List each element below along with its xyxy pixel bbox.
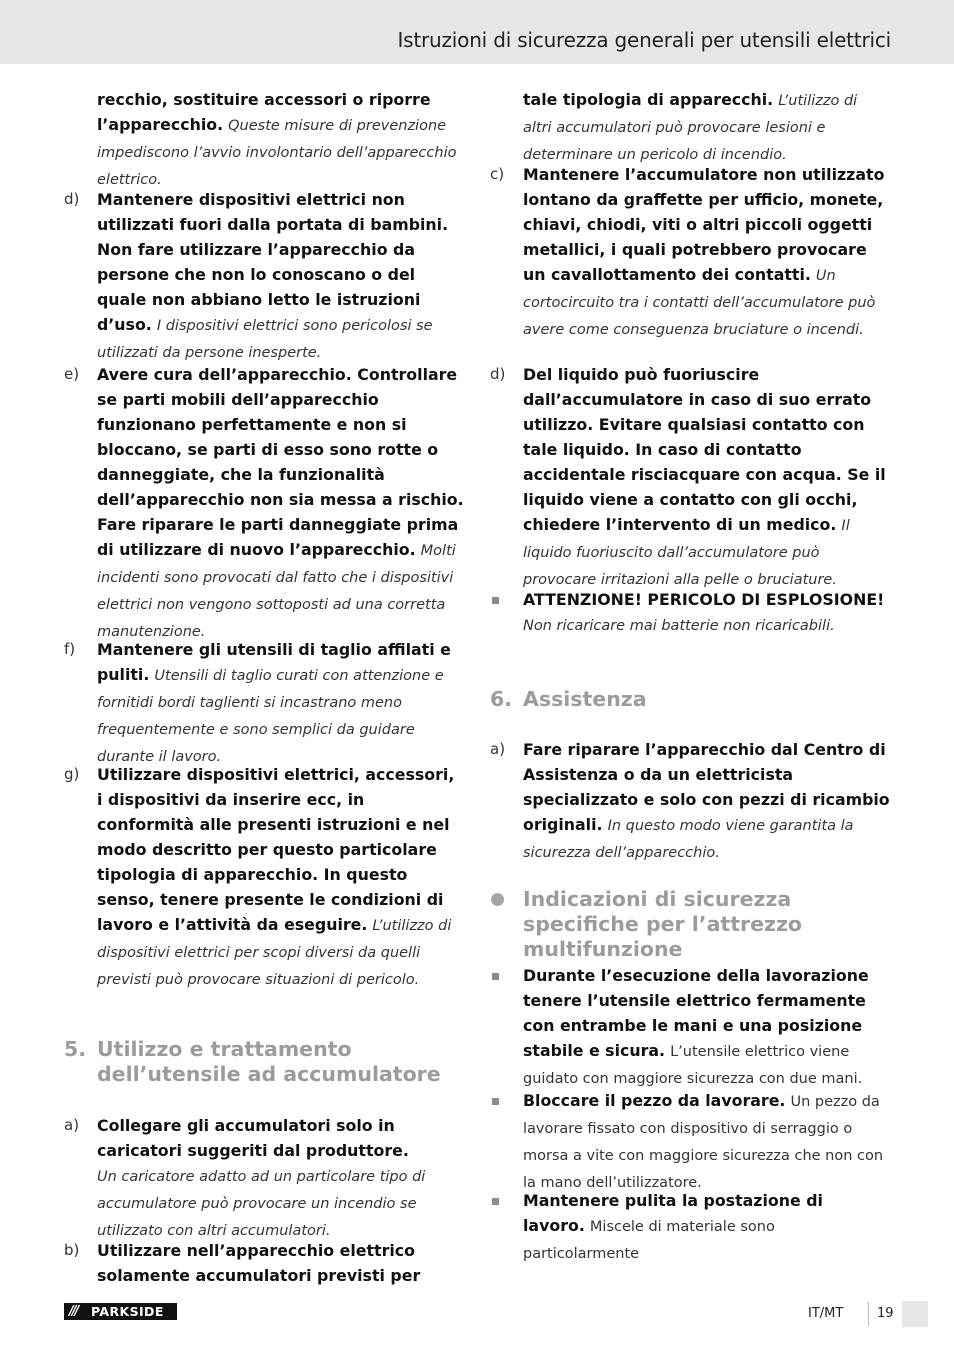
item-label: e) [64, 365, 80, 383]
bullet-square-icon [492, 1098, 499, 1105]
brand-logo [64, 1303, 177, 1320]
list-item-f [64, 637, 464, 765]
item-text: Un pezzo da lavorare fissato con dispositivo di serraggio o morsa a vite con maggiore sicurezza che non con la mano dell’utilizzatore. [523, 1094, 884, 1191]
item-text: L’utensile elettrico viene guidato con maggiore sicurezza con due mani. [523, 1044, 863, 1087]
list-item-e [64, 362, 464, 640]
list-item-d [64, 187, 464, 362]
list-item-continued [64, 87, 464, 187]
left-column [64, 87, 464, 1288]
warning-bold: ATTENZIONE! PERICOLO DI ESPLOSIONE! [523, 590, 885, 609]
section-number: 5. [64, 1037, 87, 1061]
footer-divider [868, 1302, 869, 1326]
item-text: L’utilizzo di dispositivi elettrici per scopi diversi da quelli previsti può provocare situazioni di pericolo. [97, 918, 452, 988]
item-bold: Mantenere gli utensili di taglio affilati e puliti. [97, 640, 451, 684]
bullet-square-icon [492, 973, 499, 980]
section-6-heading [490, 687, 890, 737]
item-label: b) [64, 1241, 80, 1259]
page-title: Istruzioni di sicurezza generali per utensili elettrici [397, 28, 891, 52]
item-bold: Mantenere pulita la postazione di lavoro. [523, 1191, 823, 1235]
list-item-g [64, 762, 464, 987]
warning-item [490, 587, 890, 637]
item-text: Queste misure di prevenzione impediscono l’avvio involontario dell’apparecchio elettrico. [97, 118, 457, 188]
bullet-item [490, 963, 890, 1088]
footer-box [902, 1301, 928, 1327]
item-bold: Bloccare il pezzo da lavorare. [523, 1091, 786, 1110]
section-5-heading [64, 1037, 464, 1113]
item-bold: tale tipologia di apparecchi. [523, 90, 774, 109]
item-bold: Fare riparare l’apparecchio dal Centro di Assistenza o da un elettricista specializzato e solo con pezzi di ricambio originali. [523, 740, 890, 834]
item-bold: recchio, sostituire accessori o riporre l’apparecchio. [97, 90, 431, 134]
item-text: Il liquido fuoriuscito dall’accumulatore può provocare irritazioni alla pelle o bruciature. [523, 518, 850, 588]
item-text: Un cortocircuito tra i contatti dell’accumulatore può avere come conseguenza bruciature o incendi. [523, 268, 876, 338]
item-bold: Mantenere dispositivi elettrici non utilizzati fuori dalla portata di bambini. Non fare utilizzare l’apparecchio da persone che non lo conoscano o del quale non abbiano letto le istruzioni d’uso. [97, 190, 449, 334]
brand-name: PARKSIDE [91, 1304, 164, 1319]
bullet-square-icon [492, 597, 499, 604]
bullet-item [490, 1188, 890, 1262]
item-text: Un caricatore adatto ad un particolare tipo di accumulatore può provocare un incendio se utilizzato con altri accumulatori. [97, 1169, 426, 1239]
section-title: Assistenza [523, 687, 647, 711]
item-text: Miscele di materiale sono particolarmente [523, 1219, 775, 1262]
item-text: Molti incidenti sono provocati dal fatto che i dispositivi elettrici non vengono sottoposti ad una corretta manutenzione. [97, 543, 456, 640]
item-label: c) [490, 165, 505, 183]
list-item-a [64, 1113, 464, 1238]
logo-slashes-icon: /// [69, 1304, 78, 1319]
item-bold: Del liquido può fuoriuscire dall’accumulatore in caso di suo errato utilizzo. Evitare qualsiasi contatto con tale liquido. In caso di contatto accidentale risciacquare con acqua. Se il liquido viene a contatto con gli occhi, chiedere l’intervento di un medico. [523, 365, 886, 534]
list-item-a [490, 737, 890, 862]
list-item-d [490, 362, 890, 587]
item-label: d) [64, 190, 80, 208]
item-text: Utensili di taglio curati con attenzione e fornitidi bordi taglienti si incastrano meno frequentemente e sono semplici da guidare durante il lavoro. [97, 668, 444, 765]
item-label: g) [64, 765, 80, 783]
item-bold: Avere cura dell’apparecchio. Controllare se parti mobili dell’apparecchio funzionano perfettamente e non si bloccano, se parti di esso sono rotte o danneggiate, che la funzionalità dell’apparecchio non sia messa a rischio. Fare riparare le parti danneggiate prima di utilizzare di nuovo l’apparecchio. [97, 365, 464, 559]
list-item-continued [490, 87, 890, 162]
page-number: 19 [877, 1306, 894, 1321]
item-label: f) [64, 640, 76, 658]
item-text: I dispositivi elettrici sono pericolosi se utilizzati da persone inesperte. [97, 318, 433, 361]
item-text: L’utilizzo di altri accumulatori può provocare lesioni e determinare un pericolo di incendio. [523, 93, 858, 163]
language-code: IT/MT [808, 1306, 844, 1321]
item-bold: Mantenere l’accumulatore non utilizzato lontano da graffette per ufficio, monete, chiavi, chiodi, viti o altri piccoli oggetti metallici, i quali potrebbero provocare un cavallottamento dei contatti. [523, 165, 885, 284]
bullet-square-icon [492, 1198, 499, 1205]
item-bold: Durante l’esecuzione della lavorazione tenere l’utensile elettrico fermamente con entrambe le mani e una posizione stabile e sicura. [523, 966, 869, 1060]
right-column [490, 87, 890, 1262]
item-label: a) [64, 1116, 80, 1134]
item-text: In questo modo viene garantita la sicurezza dell’apparecchio. [523, 818, 854, 861]
item-bold: Utilizzare nell’apparecchio elettrico solamente accumulatori previsti per [97, 1241, 421, 1285]
bullet-circle-icon [491, 893, 504, 906]
list-item-c [490, 162, 890, 362]
item-label: d) [490, 365, 506, 383]
warning-text: Non ricaricare mai batterie non ricaricabili. [523, 618, 835, 634]
item-label: a) [490, 740, 506, 758]
item-bold: Utilizzare dispositivi elettrici, accessori, i dispositivi da inserire ecc, in conformità alle presenti istruzioni e nel modo descritto per questo particolare tipologia di apparecchio. In questo senso, tenere presente le condizioni di lavoro e l’attività da eseguire. [97, 765, 455, 934]
section-number: 6. [490, 687, 513, 711]
list-item-b [64, 1238, 464, 1288]
specific-safety-heading [490, 887, 890, 963]
bullet-item [490, 1088, 890, 1191]
section-title: Utilizzo e trattamento dell’utensile ad accumulatore [97, 1037, 441, 1086]
page-header [0, 0, 954, 64]
section-title: Indicazioni di sicurezza specifiche per l’attrezzo multifunzione [523, 887, 802, 961]
item-bold: Collegare gli accumulatori solo in caricatori suggeriti dal produttore. [97, 1116, 409, 1160]
